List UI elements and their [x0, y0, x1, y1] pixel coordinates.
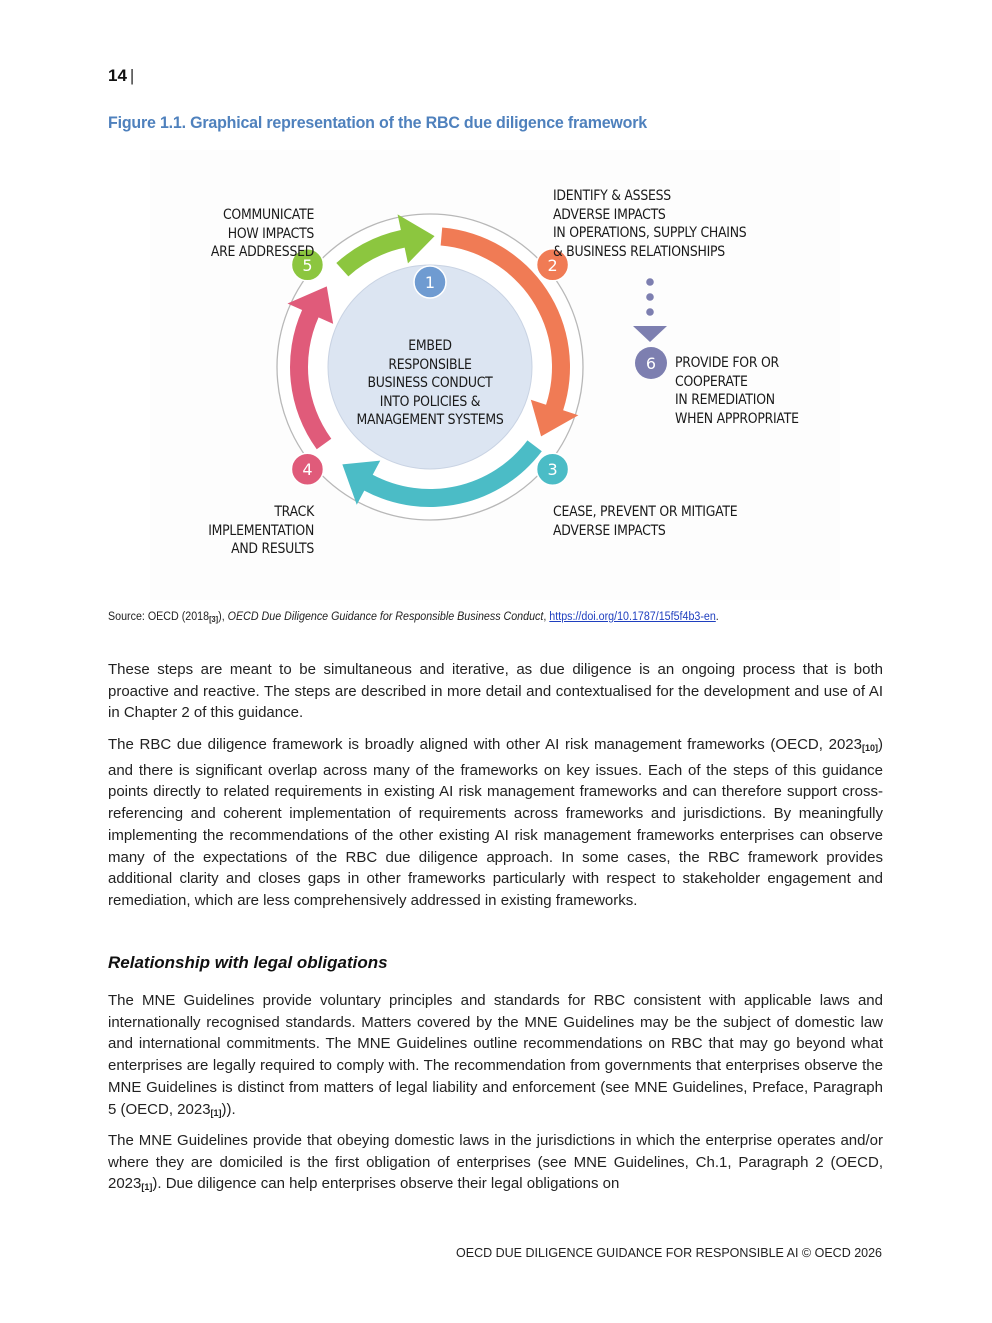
- step-2-line: ADVERSE IMPACTS: [553, 206, 666, 223]
- step-2-line: IN OPERATIONS, SUPPLY CHAINS: [553, 225, 747, 241]
- paragraph-4-text: The MNE Guidelines provide that obeying domestic laws in the jurisdictions in which the enterprise operates and/or where they are domiciled is the first obligation of enterprises (see MNE Guidelines, Ch.1, Paragraph 2 (OECD, 2023: [108, 1132, 883, 1193]
- step-6-line: WHEN APPROPRIATE: [675, 410, 799, 427]
- step-6-line: IN REMEDIATION: [675, 392, 775, 408]
- step-2-line: & BUSINESS RELATIONSHIPS: [553, 243, 725, 260]
- step-1-line: MANAGEMENT SYSTEMS: [356, 412, 504, 428]
- paragraph-2: [108, 734, 883, 912]
- page-footer: OECD DUE DILIGENCE GUIDANCE FOR RESPONSIBLE AI © OECD 2026: [456, 1246, 882, 1260]
- paragraph-2-text: The RBC due diligence framework is broadly aligned with other AI risk management frameworks (OECD, 2023: [108, 736, 862, 753]
- step-3-line: ADVERSE IMPACTS: [553, 522, 666, 539]
- source-prefix: Source: OECD (2018: [108, 611, 210, 623]
- step-1-label: [344, 337, 516, 430]
- step-1-badge-number: 1: [424, 273, 436, 292]
- connector-dot: [646, 278, 654, 286]
- step-3-label: [553, 503, 737, 540]
- citation-ref[interactable]: [1]: [210, 1107, 222, 1118]
- step-4-line: AND RESULTS: [231, 541, 314, 557]
- step-4-badge-number: 4: [302, 460, 313, 480]
- paragraph-2-text: ) and there is significant overlap across many of the frameworks on key issues. Each of the steps of this guidance points directly to related requirements in existing AI risk management frameworks and can therefore support cross-referencing and coherent implementation of requirements across frameworks and jurisdictions. By meaningfully implementing the recommendations of the other existing AI risk management frameworks enterprises can observe many of the expectations of the RBC due diligence approach. In some cases, the RBC framework provides additional clarity and closes gaps in other frameworks particularly with respect to stakeholder engagement and remediation, which are less comprehensively addressed in existing frameworks.: [108, 736, 883, 909]
- step-1-line: INTO POLICIES &: [379, 393, 481, 410]
- citation-ref[interactable]: [10]: [861, 743, 878, 753]
- paragraph-1: These steps are meant to be simultaneous and iterative, as due diligence is an ongoing process that is both proactive and reactive. The steps are described in more detail and contextualised for the development and use of AI in Chapter 2 of this guidance.: [108, 661, 883, 722]
- step-5-line: HOW IMPACTS: [227, 225, 314, 242]
- step-1-line: EMBED: [408, 338, 452, 354]
- step-2-label: [553, 187, 746, 261]
- step-4-line: IMPLEMENTATION: [208, 522, 314, 539]
- source-ref[interactable]: [3]: [209, 615, 219, 624]
- paragraph-3-text: The MNE Guidelines provide voluntary principles and standards for RBC consistent with applicable laws and internationally recognised standards. Matters covered by the MNE Guidelines may be the subject of domestic law and international commitments. The MNE Guidelines outline recommendations on RBC that may go beyond what enterprises are legally required to comply with. The recommendation from governments that enterprises observe the MNE Guidelines is distinct from matters of legal liability and enforcement (see MNE Guidelines, Preface, Paragraph 5 (OECD, 2023: [108, 992, 883, 1118]
- paragraph-3: [108, 990, 883, 1124]
- connector-arrowhead: [633, 326, 667, 342]
- step-5-badge-number: 5: [302, 255, 313, 275]
- connector-dot: [646, 308, 654, 316]
- step-2-badge-number: 2: [547, 255, 558, 275]
- step-5-line: ARE ADDRESSED: [210, 244, 314, 260]
- step-1-line: BUSINESS CONDUCT: [367, 375, 493, 391]
- figure-title: Figure 1.1. Graphical representation of the RBC due diligence framework: [108, 113, 647, 132]
- page-number: [108, 66, 134, 86]
- step-3-badge-number: 3: [547, 460, 558, 480]
- step-5-line: COMMUNICATE: [222, 207, 314, 223]
- source-comma: ,: [543, 611, 550, 623]
- source-mid: ),: [218, 611, 228, 623]
- source-end: .: [715, 611, 719, 623]
- step-6-line: COOPERATE: [675, 373, 748, 390]
- page-number-separator: |: [129, 66, 135, 85]
- step-6-badge-number: 6: [645, 354, 657, 373]
- step-4-line: TRACK: [274, 504, 314, 520]
- step-6-label: [675, 354, 799, 428]
- source-doi-link[interactable]: https://doi.org/10.1787/15f5f4b3-en: [549, 611, 716, 623]
- citation-ref[interactable]: [1]: [141, 1182, 153, 1193]
- page-number-value: 14: [108, 66, 127, 85]
- source-title: OECD Due Diligence Guidance for Responsible Business Conduct: [227, 611, 544, 623]
- section-heading: Relationship with legal obligations: [108, 953, 388, 972]
- connector-dot: [646, 293, 654, 301]
- step-1-line: RESPONSIBLE: [388, 356, 472, 373]
- rbc-framework-diagram: [150, 150, 840, 600]
- figure-source: [108, 611, 719, 624]
- paragraph-4-text: ). Due diligence can help enterprises observe their legal obligations on: [152, 1175, 620, 1193]
- paragraph-3-text: )).: [221, 1100, 236, 1118]
- step-3-line: CEASE, PREVENT OR MITIGATE: [553, 504, 738, 520]
- step-5-label: [211, 206, 314, 262]
- step-2-line: IDENTIFY & ASSESS: [553, 188, 671, 204]
- step-4-label: [208, 503, 314, 559]
- step-6-line: PROVIDE FOR OR: [675, 355, 779, 371]
- paragraph-4: [108, 1130, 883, 1199]
